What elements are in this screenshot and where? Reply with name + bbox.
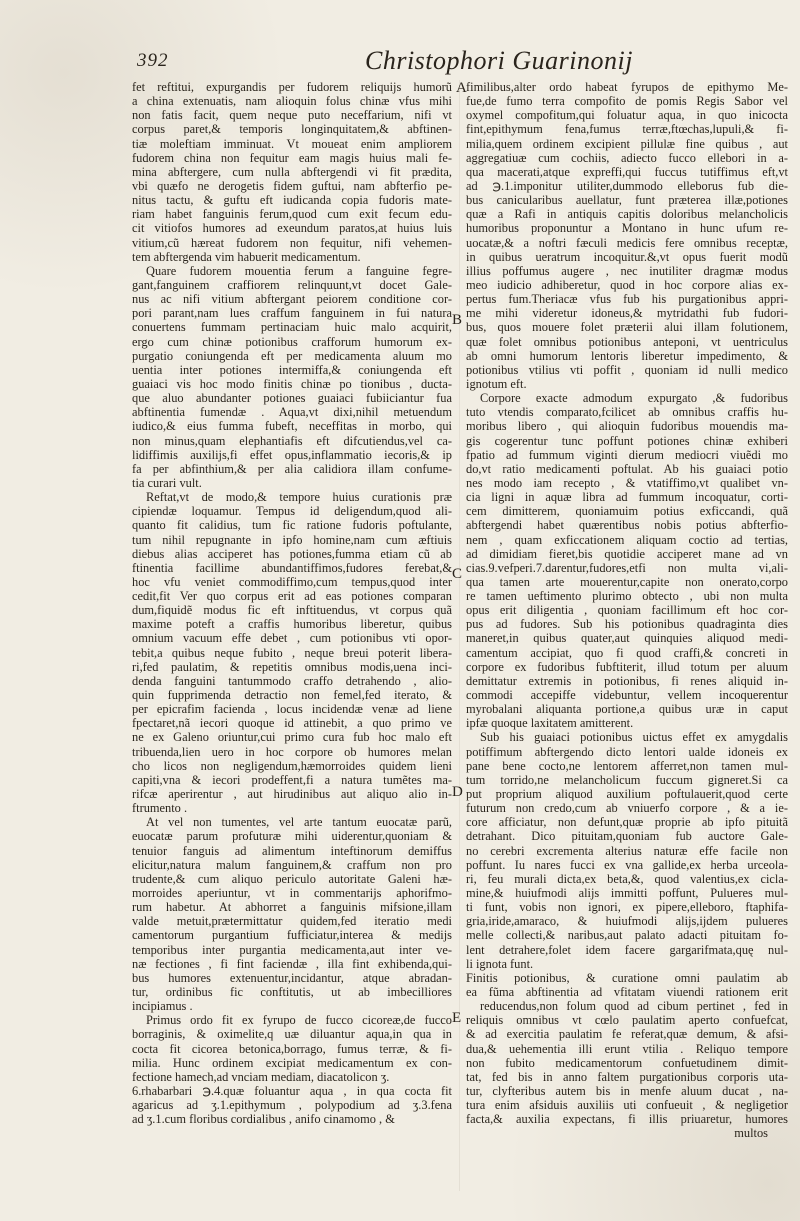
text-line: lent detrahere,folet idem facere gargarifmata,quę nul- (466, 942, 788, 957)
text-line: pus ad fudores. Sub his potionibus quadraginta dies (466, 617, 788, 632)
text-line: conuertens fummam pertinaciam huic malo acquirit, (132, 320, 452, 335)
text-line: in quibus ueratrum incoquitur.&,vt opus fuerit modũ (466, 249, 788, 264)
text-line: tuto vtendis comparato,fcilicet ab omnibus craffis hu- (466, 405, 788, 420)
text-line: & ad exercitia paulatim fe referat,quæ demum, & afsi- (466, 1027, 788, 1042)
text-line: abftergendi habet quærentibus nobis potius abfterfio- (466, 518, 788, 533)
margin-letter-d: D (452, 784, 463, 800)
text-line: tum torrido,ne melancholicum fuccum gigneret.Si ca (466, 772, 788, 787)
text-line: demittatur extremis in potionibus, fi renes aliquid in- (466, 673, 788, 688)
text-line: fpectaret,nã iecori quoque id attinebit, a quo primo ve (132, 716, 452, 731)
text-line: trudente,& cum aliquo periculo autoritate Galeni hæ- (132, 871, 452, 886)
text-line: quæ a Rafi in antiquis capitis doloribus melancholicis (466, 207, 788, 222)
text-line: capiti,vna & iecori prodeffent,fi a natura tumẽtes ma- (132, 772, 452, 787)
text-line: bus, quos mouere folet præterii alui illam folutionem, (466, 320, 788, 335)
text-line: meo iudicio adhiberetur, quod in hoc corpore alias ex- (466, 277, 788, 292)
margin-letter-b: B (452, 312, 463, 328)
text-line: incipiamus . (132, 999, 193, 1014)
text-line: nus ac nifi vitium abftergant peiorem conditione cor- (132, 292, 452, 307)
text-line: cia ligni in aquæ libra ad fummum incoquatur, corti- (466, 490, 788, 505)
text-line: que aluo abundanter potiones guaiaci fubiiciantur fua (132, 391, 452, 406)
text-line: tur, ordinibus fic conftitutis, ut ab imbecilliores (132, 985, 452, 999)
text-line: 6.rhabarbari ℈.4.quæ foluantur aqua , in qua cocta fit (132, 1083, 452, 1098)
text-line: ne ex Galeno oriuntur,cui primo cura fub hoc malo eft (132, 730, 452, 745)
text-line: nem , quam exficcationem aliquam coctio ad tertias, (466, 532, 788, 547)
text-line: pertus fum.Theriacæ vfus fub his purgationibus appri- (466, 292, 788, 307)
text-line: maxime poteft a craffis humoribus liberetur, quibus (132, 617, 452, 632)
text-line: tura enim afsiduis auxiliis uti confueuit , & negligetior (466, 1098, 788, 1113)
text-line: tenuior fanguis ad alimentum inteftinorum demiffus (132, 843, 452, 858)
text-line: per epicrafim facienda , locus incidendæ venæ ad liene (132, 702, 452, 717)
text-line: myrobalani aliquanta portione,a quibus uræ in caput (466, 702, 788, 717)
page-header (125, 48, 760, 76)
text-line: ftinentia facillime abundantiffimos,fudores ferebat,& (132, 560, 452, 575)
text-line: mine,& huiufmodi alijs immitti poffunt, Pulueres mul- (466, 886, 788, 901)
text-line: bus humores extenuentur,incidantur, atque abradan- (132, 970, 452, 985)
text-line: reliquis omnibus vt cœlo paulatim aperto confuefcat, (466, 1013, 788, 1028)
text-line: Finitis potionibus, & curatione omni paulatim ab (466, 970, 788, 985)
text-line: agaricus ad ʒ.1.epithymum , polypodium ad ʒ.3.fena (132, 1098, 452, 1113)
text-line: fectione hamech,ad vnciam mediam, diacatolicon ʒ. (132, 1069, 390, 1084)
text-line: corpore ex fudoribus fubftiterit, illud totum per aluum (466, 659, 788, 674)
margin-letter-e: E (452, 1010, 462, 1026)
text-line: ti funt, vobis non ignori, ex pipere,elleboro, ftaphifa- (466, 900, 788, 915)
text-line: a china extenuatis, nam alioquin folus chinæ vfus mihi (132, 94, 452, 109)
text-line: li ignota funt. (466, 956, 534, 971)
text-line: At vel non tumentes, vel arte tantum euocatæ parũ, (146, 815, 452, 830)
left-column (132, 80, 452, 1126)
text-line: ignotum eft. (466, 376, 527, 391)
right-column (466, 80, 788, 1141)
text-line: tat, fed bis in anno faltem purgationibus corporis uta- (466, 1069, 788, 1084)
text-line: omnium vacuum effe debet , cum potionibus vti opor- (132, 631, 452, 646)
text-line: ea fũma abftinentia ad vfitatam viuendi rationem erit (466, 985, 788, 999)
text-line: opus erit diligentia , quoniam facillimum eft hoc cor- (466, 603, 788, 618)
text-line: fpatio ad fummum viginti dierum mediocri viuẽdi mo (466, 447, 788, 462)
text-line: purgatio coniungenda eft per medicamenta aluum mo (132, 348, 452, 363)
text-line: cocta fit cicorea betonica,borrago, fumus terræ, & fi- (132, 1041, 452, 1056)
text-line: rum habetur. At abhorret a fanguinis mifsione,illam (132, 900, 452, 915)
text-line: tur, clyfteribus autem bis in menfe aluum ducat , na- (466, 1083, 788, 1098)
text-line: dum,fiquidẽ modus fic eft inftituendus, vt corpus quã (132, 603, 452, 618)
text-line: poffunt. Iu nares fucci ex vna gallide,ex herba urceola- (466, 857, 788, 872)
text-line: multos (734, 1126, 768, 1141)
text-line: gria,iride,amaraco, & huiufmodi alijs,ijdem pulueres (466, 914, 788, 929)
text-line: tum nihil repugnante in ipfo homine,nam cum æftiuis (132, 532, 452, 547)
text-line: bus canicularibus auellatur, funt præterea illæ,potiones (466, 193, 788, 208)
text-line: fet reftitui, expurgandis per fudorem reliquijs humorũ (132, 80, 452, 94)
text-line: temporibus inter purgantia medicamenta,aut inter ve- (132, 942, 452, 957)
text-line: quæ folet omnibus potionibus anteponi, vt uentriculus (466, 334, 788, 349)
text-line: ad ʒ.1.cum floribus cordialibus , anifo cinamomo , & (132, 1112, 395, 1127)
text-line: næ fectiones , fi fint faciendæ , illa fint exhibenda,qui- (132, 956, 452, 971)
text-line: Corpore exacte admodum expurgato ,& fudoribus (480, 391, 788, 406)
text-line: Sub his guaiaci potionibus uictus effet ex amygdalis (480, 730, 788, 745)
text-line: humoribus proponuntur a Montano in hunc ufum re- (466, 221, 788, 236)
text-line: camentorum purgantium fufficiatur,interea & medijs (132, 928, 452, 943)
text-line: diebus alias acciperet has potiones,fumma etiam cũ ab (132, 546, 452, 561)
text-line: uocatæ,& a noftri fæculi medicis fere omnibus receptæ, (466, 235, 788, 250)
text-line: dua,& uehementia illi erunt vtilia . Reliquo tempore (466, 1041, 788, 1056)
text-line: tribuenda,lien uero in hoc corpore ob humores melan (132, 744, 452, 759)
text-line: cem dimitterem, quoniamuim potius exficcandi, quã (466, 504, 788, 519)
text-line: gis cogerentur tunc poffunt potiones chinæ exhiberi (466, 433, 788, 448)
text-line: guaiaci vis hoc modo finitis chinæ po tionibus , ducta- (132, 376, 452, 391)
text-line: fa per abfinthium,& per alia calidiora illam confume- (132, 461, 452, 476)
text-line: milia. Hunc ordinem excipiat medicamentum ex con- (132, 1055, 452, 1070)
text-line: non fatis facit, quem neque puto neceffarium, nifi vt (132, 108, 452, 123)
text-line: ipfæ quoque laxitatem amitterent. (466, 716, 634, 731)
text-line: re tamen ueftimento plurimo obtecto , ubi non multa (466, 589, 788, 604)
text-line: tebit,a quibus neque fubito , neque breui poterit libera- (132, 645, 452, 660)
text-line: cit vitiofos humores ad exeundum paratos,at huius luis (132, 221, 452, 236)
text-line: vitium,cũ hæreat fudorem non fequitur, nifi vehemen- (132, 235, 452, 250)
text-line: cias.9.vefperi.7.darentur,fudores,etfi non multa vi,ali- (466, 560, 788, 575)
text-line: cipiendæ loquamur. Tempus id deligendum,quod ali- (132, 504, 452, 519)
text-line: moribus libero , qui alioquin fudoribus mouendis ma- (466, 419, 788, 434)
text-line: corpus paret,& temporis longinquitatem,& abftinen- (132, 122, 452, 137)
text-line: ftrumento . (132, 801, 188, 816)
text-line: reducendus,non folum quod ad cibum pertinet , fed in (480, 999, 788, 1014)
text-line: fudorem china non fequitur eam magis huius mali fe- (132, 150, 452, 165)
text-line: core afficiatur, non defunt,quæ proprie ab ipfo pituitã (466, 815, 788, 830)
text-line: qua tamen arte mouerentur,capite non onerato,corpo (466, 574, 788, 589)
margin-letter-a: A (456, 80, 467, 96)
text-line: valde metuit,prætermittatur quidem,fed iteratio medi (132, 914, 452, 929)
text-line: elicitur,natura malum fanguinem,& craffum non pro (132, 857, 452, 872)
text-line: fint,epithymum fena,fumus terræ,ftœchas,lupuli,& fi- (466, 122, 788, 137)
text-line: ri, feu murali dicta,ex beta,&, quod valentius,ex cicla- (466, 871, 788, 886)
text-line: quanto fit calidius, tum fic ratione fudoris poftulante, (132, 518, 452, 533)
text-line: camentum accipiat, quo fi quod craffi,& concreti in (466, 645, 788, 660)
text-line: facta,& auxilia expectans, fi illis priuaretur, humores (466, 1112, 788, 1127)
text-line: cedit,fit Ver quo corpus erit ad eas potiones comparan (132, 589, 452, 604)
text-line: fue,de fumo terra compofito de pomis Regis Sabor vel (466, 94, 788, 109)
text-line: tiæ moleftiam imminuat. Vt moueat enim ampliorem (132, 136, 452, 151)
text-line: nes modo iam recepto , & vtatiffimo,vt qualibet vn- (466, 475, 788, 490)
text-line: hoc vfu veniet commodiffimo,cum tempus,quod inter (132, 574, 452, 589)
text-line: qua macerati,atque expreffi,qui fuccus tutiffimus eft,vt (466, 164, 788, 179)
text-line: do,vt ratio medicamenti poftulat. Ab his guaiaci potio (466, 461, 788, 476)
text-line: mina abftergere, cum nulla abftergendi vi fit prædita, (132, 164, 452, 179)
text-line: pori parant,nam lues craffum fanguinem in fui natura (132, 306, 452, 321)
text-line: denda fanguini tantummodo craffo detrahendo , alio- (132, 673, 452, 688)
text-line: quin fupprimenda detractio non femel,fed iterato, & (132, 688, 452, 703)
text-line: riam habet fanguinis ferum,quod cum exit fecum edu- (132, 207, 452, 222)
text-line: gant,fanguinem craffiorem relinquunt,vt docet Gale- (132, 277, 452, 292)
text-line: ad ℈.1.imponitur utiliter,dummodo elleborus fub die- (466, 178, 788, 193)
text-line: Primus ordo fit ex fyrupo de fucco cicoreæ,de fucco (146, 1013, 452, 1028)
text-line: oxymel compofitum,qui foluatur aqua, in quo inicocta (466, 108, 788, 123)
text-line: iudico,& eius fumma fubeft, neceffitas in morbo, qui (132, 419, 452, 434)
text-line: commodi accepiffe videbuntur, vellem incoquerentur (466, 688, 788, 703)
text-line: uentia inter potiones intermiffa,& coniungenda eft (132, 362, 452, 377)
text-line: non minus,quam elephantiafis eft difcutiendus,vel ca- (132, 433, 452, 448)
text-line: morroides aperiuntur, vt in commentarijs aphorifmo- (132, 886, 452, 901)
text-line: me mihi videretur idoneus,& mytridathi fub fudori- (466, 306, 788, 321)
text-line: cho licos non negligendum,hæmorroides quidem lieni (132, 758, 452, 773)
text-line: lidiffimis auxilijs,fi effet opus,inflammatio iecoris,& ip (132, 447, 452, 462)
running-head: Christophori Guarinonij (365, 46, 633, 75)
text-line: melle collecti,& naribus,aut palato adacti pituitam fo- (466, 928, 788, 943)
text-line: milia,quem ordinem excipient pillulæ fine quibus , aut (466, 136, 788, 151)
text-line: potiffimum abftergendo dicto lentori ualde idoneis ex (466, 744, 788, 759)
text-line: Quare fudorem mouentia ferum a fanguine fegre- (146, 263, 452, 278)
text-line: fimilibus,alter ordo habeat fyrupos de epithymo Me- (466, 80, 788, 94)
text-line: tem abftergenda vim habuerit medicamentum. (132, 249, 361, 264)
text-line: ad dimidiam fieret,bis quotidie acciperet mane ad vn (466, 546, 788, 561)
text-line: ri,fed paulatim, & repetitis omnibus modis,uena inci- (132, 659, 452, 674)
page-number: 392 (137, 50, 169, 71)
text-line: put proprium aliquod auxilium poftulauerit,quod certe (466, 787, 788, 802)
text-line: tia curari vult. (132, 475, 202, 490)
text-line: no cerebri excrementa alterius naturæ effe facile non (466, 843, 788, 858)
text-line: Reftat,vt de modo,& tempore huius curationis præ (146, 490, 452, 505)
text-line: aggregatiuæ cum cochiis, adiecto fucco ellebori in a- (466, 150, 788, 165)
text-line: futurum non credo,cum ab vniuerfo corpore , & a ie- (466, 801, 788, 816)
text-line: rifcæ aperirentur , aut hirudinibus aut aliquo alio in- (132, 787, 452, 802)
text-line: detrahant. Dico pituitam,quoniam fub auctore Gale- (466, 829, 788, 844)
text-line: ab omni humorum lentoris liberetur impedimento, & (466, 348, 788, 363)
text-line: borraginis, & oximelite,q uæ diluantur aqua,in qua in (132, 1027, 452, 1042)
text-line: potionibus vtilius vti poffit , quoniam id nulli medico (466, 362, 788, 377)
text-line: illius poffumus augere , nec inutiliter dragmæ modus (466, 263, 788, 278)
text-line: non fubito medicamentorum confuetudinem dimit- (466, 1055, 788, 1070)
text-line: maneret,in quibus quater,aut quinquies aliquod medi- (466, 631, 788, 646)
text-line: pane bene cocto,ne lentorem afferret,non tamen mul- (466, 758, 788, 773)
text-line: vbi quæfo ne derogetis fidem guftui, nam abfterfio pe- (132, 178, 452, 193)
text-line: ergo cum chinæ potionibus crafforum humorum ex- (132, 334, 452, 349)
text-line: euocatæ parum profuturæ mihi uiderentur,quoniam & (132, 829, 452, 844)
margin-letter-c: C (452, 566, 463, 582)
text-line: abftinentia fumendæ . Aqua,vt dixi,nihil metuendum (132, 405, 452, 420)
text-line: nitus tactu, & guftu eft iudicanda copia fudoris mate- (132, 193, 452, 208)
